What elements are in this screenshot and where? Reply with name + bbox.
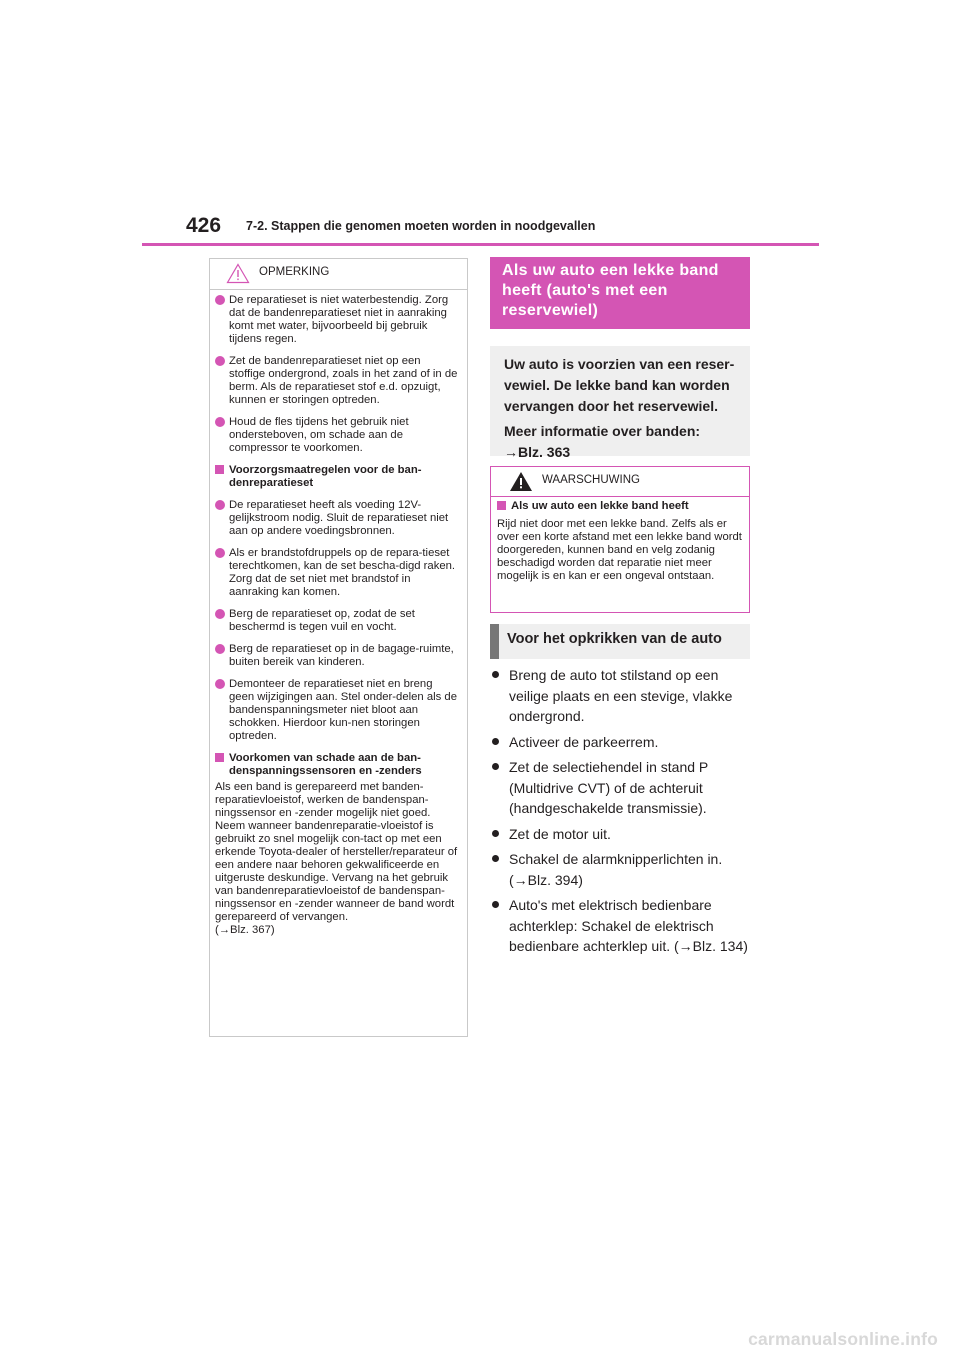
bullet-icon (215, 295, 225, 305)
intro-text: Meer informatie over banden: (504, 423, 701, 439)
bullet-icon (492, 901, 499, 908)
warning-body (491, 497, 749, 583)
bullet-icon (492, 671, 499, 678)
list-item: Zet de selectiehendel in stand P (Multidrive CVT) of de achteruit (handgeschakelde transmissie). (492, 757, 754, 819)
header-divider (142, 243, 819, 246)
list-item: Zet de bandenreparatieset niet op een stoffige ondergrond, zoals in het zand of in de berm. Als de reparatieset stof e.d. opzuigt, kunnen er storingen optreden. (215, 355, 459, 407)
caution-outline-icon (226, 263, 250, 284)
intro-box (490, 346, 750, 460)
warning-icon (509, 471, 533, 492)
list-item: Demonteer de reparatieset niet en breng geen wijzigingen aan. Stel onder-delen als de bandenspanningsmeter niet bloot aan schokken. Hierdoor kun-nen storingen optreden. (215, 678, 459, 743)
page-number: 426 (186, 214, 222, 237)
paragraph: Als een band is gerepareerd met banden-reparatievloeistof, werken de bandenspan-ningssensor en -zender mogelijk niet goed. Neem wanneer bandenreparatie-vloeistof is gebruikt zo snel mogelijk con-tact op met een erkende Toyota-dealer of hersteller/reparateur of een andere naar behoren gekwalificeerde en uitgeruste deskundige. Vervang na het gebruik van bandenreparatievloeistof de bandenspan-ningssensor en -zender wanneer de band wordt gerepareerd of vervangen. (215, 781, 458, 923)
notice-header (210, 259, 467, 290)
subsection-heading: Voorkomen van schade aan de ban-denspanningssensoren en -zenders (215, 752, 459, 778)
watermark-link[interactable]: carmanualsonline.info (748, 1329, 938, 1349)
warning-header (491, 467, 749, 497)
warning-label: WAARSCHUWING (542, 474, 640, 486)
list-item: Schakel de alarmknipperlichten in. (→Blz. 394) (492, 849, 754, 890)
list-item: Zet de motor uit. (492, 824, 754, 845)
step-list (492, 665, 754, 962)
bullet-icon (215, 417, 225, 427)
bullet-icon (215, 679, 225, 689)
bullet-icon (215, 548, 225, 558)
bullet-icon (492, 855, 499, 862)
square-bullet-icon (215, 465, 224, 474)
list-item: Berg de reparatieset op, zodat de set beschermd is tegen vuil en vocht. (215, 608, 459, 634)
list-item: Auto's met elektrisch bedienbare achterklep: Schakel de elektrisch bedienbare achterklep uit. (→Blz. 134) (492, 895, 754, 957)
list-item: Activeer de parkeerrem. (492, 732, 754, 753)
subsection-title: Voor het opkrikken van de auto (490, 624, 750, 659)
notice-body (210, 290, 467, 937)
section-title: Als uw auto een lekke band heeft (auto's met een reservewiel) (490, 257, 750, 329)
bullet-icon (492, 763, 499, 770)
bullet-icon (492, 738, 499, 745)
bullet-icon (215, 500, 225, 510)
page-reference: (→Blz. 367) (215, 924, 275, 936)
paragraph: Rijd niet door met een lekke band. Zelfs als er over een korte afstand met een lekke band wordt doorgereden, kunnen band en velg zodanig beschadigd worden dat reparatie niet meer mogelijk is en kan er een ongeval ontstaan. (497, 518, 742, 582)
warning-box (490, 466, 750, 613)
bullet-icon (215, 609, 225, 619)
page-reference: →Blz. 363 (504, 444, 571, 460)
list-item: Houd de fles tijdens het gebruik niet ondersteboven, om schade aan de compressor te voorkomen. (215, 416, 459, 455)
list-item: De reparatieset is niet waterbestendig. Zorg dat de bandenreparatieset niet in aanraking komt met water, bijvoorbeeld bij gebruik tijdens regen. (215, 294, 459, 346)
square-bullet-icon (215, 753, 224, 762)
chapter-title: 7-2. Stappen die genomen moeten worden in noodgevallen (246, 219, 596, 233)
intro-text: Uw auto is voorzien van een reser-vewiel. De lekke band kan worden vervangen door het reservewiel. (504, 356, 735, 414)
list-item: Als er brandstofdruppels op de repara-tieset terechtkomen, kan de set bescha-digd raken. Zorg dat de set niet met brandstof in aanraking kan komen. (215, 547, 459, 599)
bullet-icon (492, 830, 499, 837)
subsection-heading: Als uw auto een lekke band heeft (497, 500, 743, 513)
bullet-icon (215, 356, 225, 366)
notice-label: OPMERKING (259, 266, 330, 278)
subsection-heading: Voorzorgsmaatregelen voor de ban-denreparatieset (215, 464, 459, 490)
list-item: Breng de auto tot stilstand op een veilige plaats en een stevige, vlakke ondergrond. (492, 665, 754, 727)
bullet-icon (215, 644, 225, 654)
list-item: Berg de reparatieset op in de bagage-ruimte, buiten bereik van kinderen. (215, 643, 459, 669)
notice-box (209, 258, 468, 1037)
list-item: De reparatieset heeft als voeding 12V-gelijkstroom nodig. Sluit de reparatieset niet aan op andere voedingsbronnen. (215, 499, 459, 538)
square-bullet-icon (497, 501, 506, 510)
